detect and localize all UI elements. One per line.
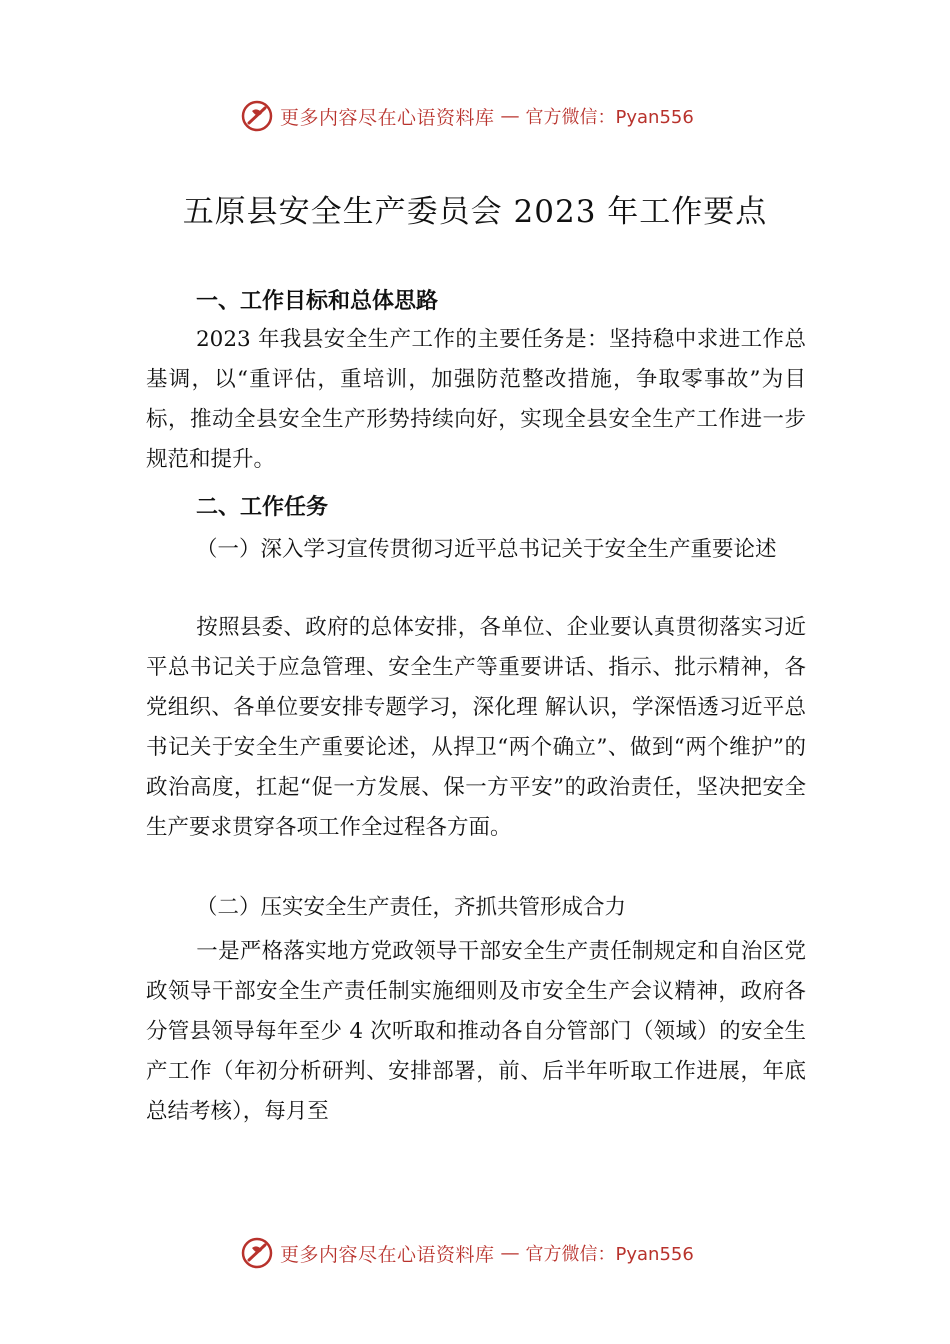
watermark-text: 更多内容尽在心语资料库 — [280, 106, 495, 129]
sub2-body-text: 一是严格落实地方党政领导干部安全生产责任制规定和自治区党政领导干部安全生产责任制实施细则及市安全生产会议精神，政府各分管县领导每年至少 4 次听取和推动各自分管部门（领域）的安全生产工作（年初分析研判、安排部署，前、后半年听取工作进展，年底总结考核），每月至 — [146, 939, 806, 1124]
watermark-text: 更多内容尽在心语资料库 — [280, 1243, 495, 1266]
watermark-wechat: 官方微信：Pyan556 — [525, 107, 694, 128]
watermark-separator: — — [500, 105, 520, 127]
sub1-heading-text: （一）深入学习宣传贯彻习近平总书记关于安全生产重要论述 — [196, 537, 777, 562]
logo-icon — [240, 99, 274, 133]
section2-heading: 二、工作任务 — [196, 495, 329, 520]
sub2-heading — [146, 888, 806, 928]
document-title: 五原县安全生产委员会 2023 年工作要点 — [182, 194, 768, 230]
logo-icon — [240, 1236, 274, 1270]
section1-heading: 一、工作目标和总体思路 — [196, 289, 439, 314]
watermark-banner-top — [240, 96, 720, 136]
sub1-body — [146, 608, 806, 848]
watermark-separator: — — [500, 1242, 520, 1264]
section1-body — [146, 320, 806, 480]
sub2-body — [146, 932, 806, 1132]
watermark-wechat: 官方微信：Pyan556 — [525, 1244, 694, 1265]
section1-body-text: 2023 年我县安全生产工作的主要任务是：坚持稳中求进工作总基调，以“重评估，重培训，加强防范整改措施，争取零事故”为目标，推动全县安全生产形势持续向好，实现全县安全生产工作进一步规范和提升。 — [146, 327, 806, 472]
watermark-banner-bottom — [240, 1233, 720, 1273]
sub1-heading — [146, 530, 806, 570]
sub1-body-text: 按照县委、政府的总体安排，各单位、企业要认真贯彻落实习近平总书记关于应急管理、安全生产等重要讲话、指示、批示精神，各党组织、各单位要安排专题学习，深化理 解认识，学深悟透习近平总书记关于安全生产重要论述，从捍卫“两个确立”、做到“两个维护”的政治高度，扛起“促一方发展、保一方平安”的政治责任，坚决把安全生产要求贯穿各项工作全过程各方面。 — [146, 615, 806, 840]
sub2-heading-text: （二）压实安全生产责任，齐抓共管形成合力 — [196, 895, 627, 920]
